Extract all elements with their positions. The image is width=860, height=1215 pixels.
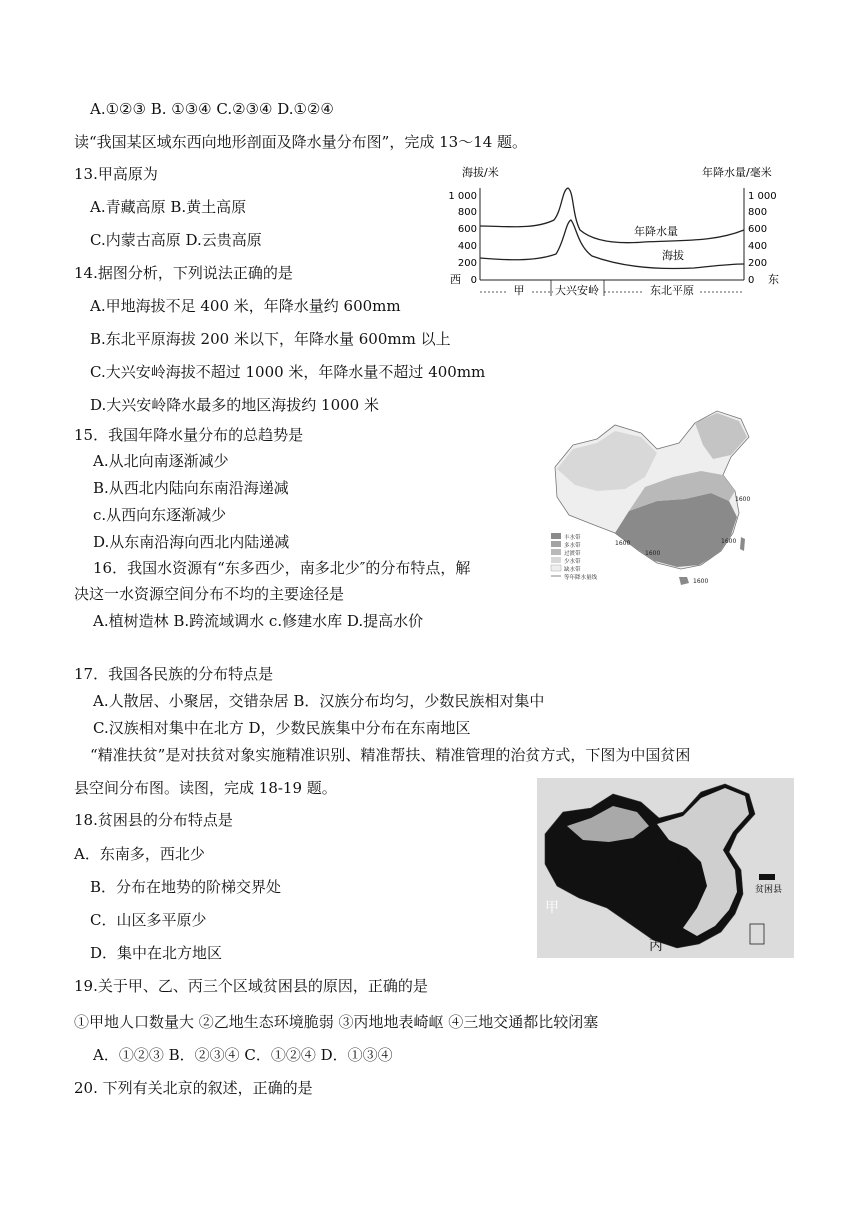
q20-stem: 20. 下列有关北京的叙述，正确的是 bbox=[74, 1079, 313, 1097]
precipitation-series-label: 年降水量 bbox=[634, 225, 678, 238]
legend-item: 过渡带 bbox=[564, 551, 581, 557]
isoline-label: 1600 bbox=[693, 578, 709, 585]
q17-options-ab: A.人散居、小聚居，交错杂居 B．汉族分布均匀，少数民族相对集中 bbox=[93, 692, 545, 710]
q18-option-c: C．山区多平原少 bbox=[90, 911, 207, 929]
q12-options: A.①②③ B. ①③④ C.②③④ D.①②④ bbox=[90, 100, 334, 118]
legend-item: 多水带 bbox=[564, 543, 581, 549]
right-tick: 800 bbox=[748, 207, 768, 218]
region-label-yi: 乙 bbox=[675, 851, 689, 866]
q13-options-cd: C.内蒙古高原 D.云贵高原 bbox=[90, 231, 262, 249]
west-label: 西 bbox=[450, 273, 461, 286]
right-tick: 600 bbox=[748, 224, 768, 235]
q13-14-intro: 读“我国某区域东西向地形剖面及降水量分布图”，完成 13～14 题。 bbox=[74, 133, 528, 151]
precipitation-map-figure bbox=[545, 405, 763, 587]
left-tick: 400 bbox=[457, 241, 477, 252]
hainan-island bbox=[679, 577, 689, 585]
region-label-jia: 甲 bbox=[545, 900, 559, 916]
left-tick: 0 bbox=[470, 275, 477, 286]
taiwan-island bbox=[740, 537, 745, 551]
q18-option-d: D．集中在北方地区 bbox=[90, 944, 223, 962]
q15-option-b: B.从西北内陆向东南沿海递减 bbox=[93, 479, 289, 497]
q15-option-d: D.从东南沿海向西北内陆递减 bbox=[93, 533, 290, 551]
q16-stem: 16．我国水资源有“东多西少，南多北少″的分布特点，解 bbox=[93, 559, 471, 577]
q19-statements: ①甲地人口数量大 ②乙地生态环境脆弱 ③丙地地表崎岖 ④三地交通都比较闭塞 bbox=[74, 1013, 599, 1031]
q17-options-cd: C.汉族相对集中在北方 D，少数民族集中分布在东南地区 bbox=[93, 719, 471, 737]
left-tick: 600 bbox=[457, 224, 477, 235]
q13-stem: 13.甲高原为 bbox=[74, 165, 158, 183]
q14-option-d: D.大兴安岭降水最多的地区海拔约 1000 米 bbox=[90, 396, 379, 414]
poverty-legend-label: 贫困县 bbox=[755, 885, 783, 895]
q16-options: A.植树造林 B.跨流域调水 c.修建水库 D.提高水价 bbox=[93, 612, 424, 630]
left-tick: 800 bbox=[457, 207, 477, 218]
isoline-label: 1600 bbox=[645, 550, 661, 557]
q15-option-c: c.从西向东逐渐减少 bbox=[93, 506, 227, 524]
left-tick: 200 bbox=[457, 258, 477, 269]
legend-item: 丰水带 bbox=[564, 535, 581, 541]
legend-item: 等年降水量线 bbox=[564, 575, 598, 581]
region-label-daxinganling: 大兴安岭 bbox=[555, 284, 599, 297]
precipitation-curve bbox=[480, 188, 744, 243]
region-label-northeast-plain: 东北平原 bbox=[650, 284, 694, 297]
right-tick: 1 000 bbox=[748, 191, 777, 202]
poverty-county-map-figure bbox=[537, 778, 794, 958]
isoline-label: 1600 bbox=[735, 496, 751, 503]
elevation-series-label: 海拔 bbox=[662, 249, 684, 262]
region-label-jia: 甲 bbox=[513, 284, 525, 297]
q18-option-a: A．东南多，西北少 bbox=[74, 845, 205, 863]
q19-options: A．①②③ B．②③④ C．①②④ D．①③④ bbox=[93, 1046, 393, 1064]
right-tick: 200 bbox=[748, 258, 768, 269]
q14-option-a: A.甲地海拔不足 400 米，年降水量约 600mm bbox=[90, 297, 401, 315]
precipitation-legend bbox=[551, 533, 598, 581]
q18-19-intro: “精准扶贫”是对扶贫对象实施精准识别、精准帮扶、精准管理的治贫方式，下图为中国贫困 bbox=[90, 746, 691, 764]
q14-option-b: B.东北平原海拔 200 米以下，年降水量 600mm 以上 bbox=[90, 330, 451, 348]
legend-item: 缺水带 bbox=[564, 567, 581, 573]
q18-stem: 18.贫困县的分布特点是 bbox=[74, 811, 233, 829]
q16-stem-cont: 决这一水资源空间分布不均的主要途径是 bbox=[74, 585, 345, 603]
q18-19-intro-cont: 县空间分布图。读图，完成 18-19 题。 bbox=[74, 779, 337, 797]
right-axis-label: 年降水量/毫米 bbox=[702, 166, 772, 179]
q18-option-b: B．分布在地势的阶梯交界处 bbox=[90, 878, 282, 896]
q15-stem: 15．我国年降水量分布的总趋势是 bbox=[74, 426, 304, 444]
q13-options-ab: A.青藏高原 B.黄土高原 bbox=[90, 198, 247, 216]
q15-option-a: A.从北向南逐渐减少 bbox=[93, 452, 229, 470]
left-axis-label: 海拔/米 bbox=[462, 166, 499, 179]
right-tick: 0 bbox=[748, 275, 755, 286]
east-label: 东 bbox=[768, 273, 779, 286]
terrain-profile-figure bbox=[444, 160, 784, 300]
q14-option-c: C.大兴安岭海拔不超过 1000 米，年降水量不超过 400mm bbox=[90, 363, 486, 381]
q14-stem: 14.据图分析，下列说法正确的是 bbox=[74, 264, 293, 282]
legend-item: 少水带 bbox=[564, 559, 581, 565]
q19-stem: 19.关于甲、乙、丙三个区域贫困县的原因，正确的是 bbox=[74, 977, 428, 995]
isoline-label: 1600 bbox=[615, 540, 631, 547]
left-tick: 1 000 bbox=[448, 191, 477, 202]
right-tick: 400 bbox=[748, 241, 768, 252]
isoline-label: 1600 bbox=[721, 538, 737, 545]
q17-stem: 17．我国各民族的分布特点是 bbox=[74, 665, 274, 683]
region-label-bing: 丙 bbox=[649, 938, 663, 954]
